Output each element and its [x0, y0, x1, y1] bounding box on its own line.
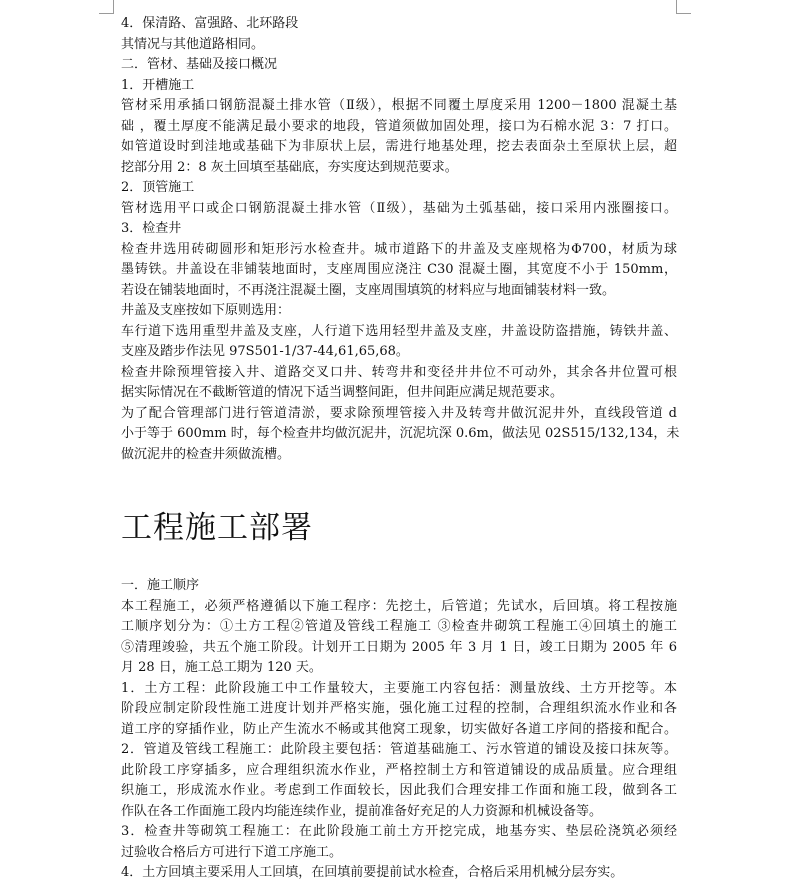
page-corner-mark-right-h: [676, 13, 691, 14]
text-line: 1．土方工程：此阶段施工中工作量较大，主要施工内容包括：测量放线、土方开挖等。本: [121, 680, 677, 696]
text-line: 其情况与其他道路相同。: [121, 36, 265, 52]
text-line: 小于等于 600mm 时，每个检查井均做沉泥井，沉泥坑深 0.6m，做法见 02S515/132,134，未: [121, 426, 680, 441]
text-line: 此阶段工序穿插多，应合理组织流水作业，严格控制土方和管道铺设的成品质量。应合理组: [121, 762, 677, 778]
text-line: 月 28 日，施工总工期为 120 天。: [121, 660, 322, 675]
text-line: 管材采用承插口钢筋混凝土排水管（Ⅱ级），根据不同覆土厚度采用 1200－1800 混凝土基: [121, 98, 677, 113]
page-corner-mark-right: [676, 0, 677, 14]
text-line: 4．土方回填主要采用人工回填，在回填前要提前试水检查，合格后采用机械分层夯实。: [121, 865, 624, 880]
text-line: 墨铸铁。井盖设在非铺装地面时，支座周围应浇注 C30 混凝土圈，其宽度不小于 150mm，: [121, 262, 677, 277]
text-line: 4．保清路、富强路、北环路段: [121, 16, 299, 31]
text-line: 为了配合管理部门进行管道清淤，要求除预埋管接入井及转弯井做沉泥井外，直线段管道 d: [121, 405, 677, 421]
text-line: 过验收合格后方可进行下道工序施工。: [121, 844, 343, 860]
text-line: 挖部分用 2：8 灰土回填至基础底，夯实度达到规范要求。: [121, 159, 458, 175]
text-line: 1．开槽施工: [121, 77, 195, 93]
text-line: 一．施工顺序: [121, 578, 200, 593]
page-corner-mark-left-h: [99, 13, 114, 14]
text-line: 二．管材、基础及接口概况: [121, 57, 278, 72]
text-line: 车行道下选用重型井盖及支座，人行道下选用轻型井盖及支座，井盖设防盗措施，铸铁井盖、: [121, 323, 677, 339]
body-section-materials: [121, 14, 680, 465]
text-line: 3．检查井等砌筑工程施工：在此阶段施工前土方开挖完成，地基夯实、垫层砼浇筑必须经: [121, 824, 677, 839]
text-line: 若设在铺装地面时，不再浇注混凝土圈，支座周围填筑的材料应与地面铺装材料一致。: [121, 282, 616, 298]
section-heading: 工程施工部署: [121, 510, 313, 546]
text-line: 阶段应制定阶段性施工进度计划并严格实施，强化施工过程的控制，合理组织流水作业和各: [121, 701, 677, 716]
text-line: 如管道设时到洼地或基础下为非原状上层，需进行地基处理，挖去表面杂土至原状上层，超: [121, 139, 677, 154]
text-line: 井盖及支座按如下原则选用：: [121, 303, 291, 318]
text-line: ⑤清理竣验，共五个施工阶段。计划开工日期为 2005 年 3 月 1 日，竣工日期为 2005 年 6: [121, 639, 677, 655]
text-line: 本工程施工，必须严格遵循以下施工程序：先挖土，后管道；先试水，后回填。将工程按施: [121, 598, 677, 614]
page-corner-mark-left: [113, 0, 114, 14]
text-line: 工顺序划分为：①土方工程②管道及管线工程施工 ③检查井砌筑工程施工④回填土的施工: [121, 619, 677, 634]
text-line: 检查井选用砖砌圆形和矩形污水检查井。城市道路下的井盖及支座规格为Φ700，材质为球: [121, 241, 677, 257]
text-line: 2．管道及管线工程施工：此阶段主要包括：管道基础施工、污水管道的铺设及接口抹灰等。: [121, 742, 677, 757]
text-line: 3．检查井: [121, 221, 182, 236]
text-line: 础 ，覆土厚度不能满足最小要求的地段，管道须做加固处理，接口为石棉水泥 3：7 打口。: [121, 118, 677, 134]
document-page: [121, 14, 680, 884]
text-line: 2．顶管施工: [121, 180, 195, 195]
body-section-construction-sequence: [121, 576, 677, 884]
text-line: 据实际情况在不截断管道的情况下适当调整间距，但井间距应满足规范要求。: [121, 385, 564, 400]
text-line: 做沉泥井的检查井须做流槽。: [121, 446, 291, 462]
text-line: 检查井除预埋管接入井、道路交叉口井、转弯井和变径井井位不可动外，其余各井位置可根: [121, 364, 677, 380]
text-line: 支座及踏步作法见 97S501-1/37-44,61,65,68。: [121, 344, 409, 359]
text-line: 织施工，形成流水作业。考虑到工作面较长，因此我们合理安排工作面和施工段，做到各工: [121, 783, 677, 798]
text-line: 作队在各工作面施工段内均能连续作业，提前准备好充足的人力资源和机械设备等。: [121, 803, 603, 819]
text-line: 管材选用平口或企口钢筋混凝土排水管（Ⅱ级），基础为土弧基础，接口采用内涨圈接口。: [121, 200, 677, 216]
text-line: 道工序的穿插作业，防止产生流水不畅或其他窝工现象，切实做好各道工序间的搭接和配合。: [121, 721, 677, 737]
